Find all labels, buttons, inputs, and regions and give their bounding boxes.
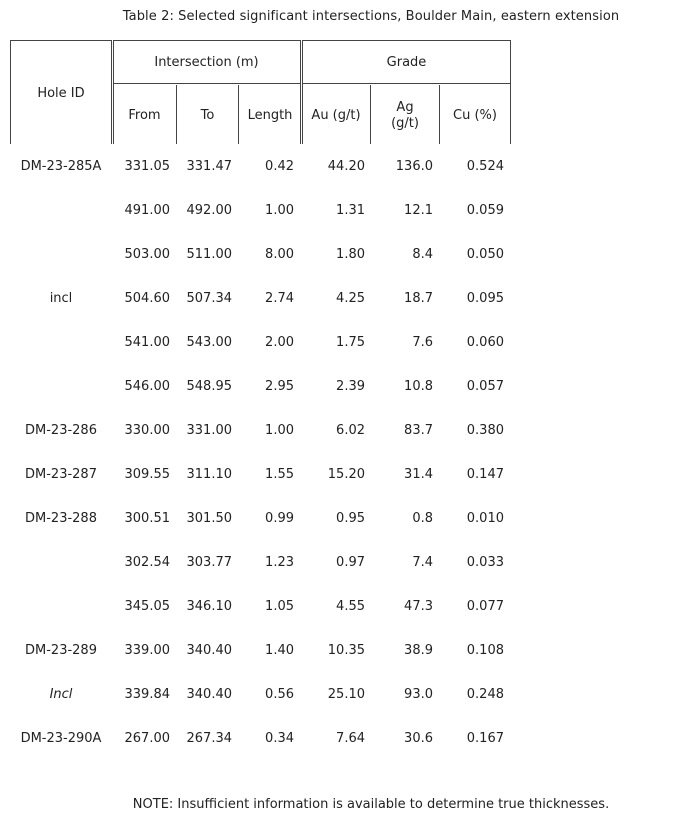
header-intersection: Intersection (m) bbox=[154, 55, 259, 70]
table-row bbox=[0, 276, 685, 320]
au-cell: 6.02 bbox=[336, 423, 365, 438]
header-top-rule-grade bbox=[302, 40, 511, 41]
au-cell: 44.20 bbox=[327, 159, 365, 174]
table-row bbox=[0, 144, 685, 188]
length-cell: 0.99 bbox=[265, 511, 294, 526]
table-row bbox=[0, 232, 685, 276]
header-mid-rule-intersection bbox=[113, 83, 300, 84]
header-divider bbox=[300, 40, 301, 144]
ag-cell: 18.7 bbox=[404, 291, 433, 306]
from-cell: 267.00 bbox=[124, 731, 170, 746]
from-cell: 504.60 bbox=[124, 291, 170, 306]
to-cell: 331.47 bbox=[186, 159, 232, 174]
to-cell: 346.10 bbox=[186, 599, 232, 614]
hole-id-cell: DM-23-286 bbox=[25, 423, 97, 438]
hole-id-cell: DM-23-290A bbox=[20, 731, 102, 746]
au-cell: 0.95 bbox=[336, 511, 365, 526]
cu-cell: 0.108 bbox=[466, 643, 504, 658]
au-cell: 0.97 bbox=[336, 555, 365, 570]
to-cell: 303.77 bbox=[186, 555, 232, 570]
table-row bbox=[0, 320, 685, 364]
table-row bbox=[0, 188, 685, 232]
length-cell: 2.00 bbox=[265, 335, 294, 350]
table-row bbox=[0, 672, 685, 716]
au-cell: 1.80 bbox=[336, 247, 365, 262]
header-hole-id: Hole ID bbox=[37, 86, 85, 101]
hole-id-cell: incl bbox=[49, 291, 73, 306]
from-cell: 331.05 bbox=[124, 159, 170, 174]
table-row bbox=[0, 408, 685, 452]
to-cell: 548.95 bbox=[186, 379, 232, 394]
cu-cell: 0.167 bbox=[466, 731, 504, 746]
table-row bbox=[0, 584, 685, 628]
from-cell: 546.00 bbox=[124, 379, 170, 394]
to-cell: 543.00 bbox=[186, 335, 232, 350]
au-cell: 4.55 bbox=[336, 599, 365, 614]
from-cell: 302.54 bbox=[124, 555, 170, 570]
table-body bbox=[0, 144, 685, 760]
to-cell: 340.40 bbox=[186, 643, 232, 658]
hole-id-cell: Incl bbox=[49, 687, 73, 702]
from-cell: 491.00 bbox=[124, 203, 170, 218]
ag-cell: 47.3 bbox=[404, 599, 433, 614]
length-cell: 2.95 bbox=[265, 379, 294, 394]
au-cell: 1.75 bbox=[336, 335, 365, 350]
cu-cell: 0.147 bbox=[466, 467, 504, 482]
ag-cell: 30.6 bbox=[404, 731, 433, 746]
header-top-rule-intersection bbox=[113, 40, 300, 41]
header-grade: Grade bbox=[386, 55, 427, 70]
ag-cell: 83.7 bbox=[404, 423, 433, 438]
hole-id-cell: DM-23-287 bbox=[25, 467, 97, 482]
ag-cell: 136.0 bbox=[395, 159, 433, 174]
header-au: Au (g/t) bbox=[311, 108, 361, 123]
au-cell: 2.39 bbox=[336, 379, 365, 394]
header-mid-rule-grade bbox=[302, 83, 511, 84]
from-cell: 345.05 bbox=[124, 599, 170, 614]
length-cell: 0.56 bbox=[265, 687, 294, 702]
hole-id-cell: DM-23-288 bbox=[25, 511, 97, 526]
ag-cell: 0.8 bbox=[412, 511, 433, 526]
length-cell: 1.00 bbox=[265, 423, 294, 438]
length-cell: 8.00 bbox=[265, 247, 294, 262]
from-cell: 339.84 bbox=[124, 687, 170, 702]
cu-cell: 0.380 bbox=[466, 423, 504, 438]
table-caption: Table 2: Selected significant intersections, Boulder Main, eastern extension bbox=[122, 9, 620, 24]
table-row bbox=[0, 452, 685, 496]
cu-cell: 0.524 bbox=[466, 159, 504, 174]
from-cell: 339.00 bbox=[124, 643, 170, 658]
header-from: From bbox=[128, 108, 161, 123]
hole-id-cell: DM-23-289 bbox=[25, 643, 97, 658]
table-row bbox=[0, 716, 685, 760]
au-cell: 25.10 bbox=[327, 687, 365, 702]
to-cell: 311.10 bbox=[186, 467, 232, 482]
from-cell: 503.00 bbox=[124, 247, 170, 262]
header-ag-line1: Ag bbox=[396, 100, 414, 115]
header-cu: Cu (%) bbox=[453, 108, 497, 123]
from-cell: 309.55 bbox=[124, 467, 170, 482]
au-cell: 15.20 bbox=[327, 467, 365, 482]
header-to: To bbox=[200, 108, 215, 123]
table-row bbox=[0, 496, 685, 540]
au-cell: 1.31 bbox=[336, 203, 365, 218]
ag-cell: 12.1 bbox=[404, 203, 433, 218]
length-cell: 1.40 bbox=[265, 643, 294, 658]
length-cell: 2.74 bbox=[265, 291, 294, 306]
header-top-rule-hole bbox=[10, 40, 112, 41]
ag-cell: 8.4 bbox=[412, 247, 433, 262]
au-cell: 7.64 bbox=[336, 731, 365, 746]
length-cell: 1.55 bbox=[265, 467, 294, 482]
to-cell: 340.40 bbox=[186, 687, 232, 702]
cu-cell: 0.033 bbox=[466, 555, 504, 570]
cu-cell: 0.077 bbox=[466, 599, 504, 614]
to-cell: 267.34 bbox=[186, 731, 232, 746]
ag-cell: 7.6 bbox=[412, 335, 433, 350]
length-cell: 1.05 bbox=[265, 599, 294, 614]
cu-cell: 0.060 bbox=[466, 335, 504, 350]
header-length: Length bbox=[247, 108, 293, 123]
cu-cell: 0.095 bbox=[466, 291, 504, 306]
cu-cell: 0.248 bbox=[466, 687, 504, 702]
length-cell: 1.00 bbox=[265, 203, 294, 218]
to-cell: 507.34 bbox=[186, 291, 232, 306]
cu-cell: 0.050 bbox=[466, 247, 504, 262]
ag-cell: 38.9 bbox=[404, 643, 433, 658]
table-row bbox=[0, 540, 685, 584]
ag-cell: 93.0 bbox=[404, 687, 433, 702]
header-ag-line2: (g/t) bbox=[391, 116, 419, 131]
ag-cell: 7.4 bbox=[412, 555, 433, 570]
from-cell: 541.00 bbox=[124, 335, 170, 350]
length-cell: 0.34 bbox=[265, 731, 294, 746]
table-note: NOTE: Insufficient information is available to determine true thicknesses. bbox=[132, 797, 610, 812]
from-cell: 330.00 bbox=[124, 423, 170, 438]
length-cell: 0.42 bbox=[265, 159, 294, 174]
ag-cell: 10.8 bbox=[404, 379, 433, 394]
au-cell: 10.35 bbox=[327, 643, 365, 658]
to-cell: 511.00 bbox=[186, 247, 232, 262]
to-cell: 492.00 bbox=[186, 203, 232, 218]
length-cell: 1.23 bbox=[265, 555, 294, 570]
from-cell: 300.51 bbox=[124, 511, 170, 526]
table-row bbox=[0, 628, 685, 672]
cu-cell: 0.057 bbox=[466, 379, 504, 394]
cu-cell: 0.010 bbox=[466, 511, 504, 526]
table-row bbox=[0, 364, 685, 408]
to-cell: 301.50 bbox=[186, 511, 232, 526]
au-cell: 4.25 bbox=[336, 291, 365, 306]
to-cell: 331.00 bbox=[186, 423, 232, 438]
cu-cell: 0.059 bbox=[466, 203, 504, 218]
ag-cell: 31.4 bbox=[404, 467, 433, 482]
hole-id-cell: DM-23-285A bbox=[20, 159, 102, 174]
